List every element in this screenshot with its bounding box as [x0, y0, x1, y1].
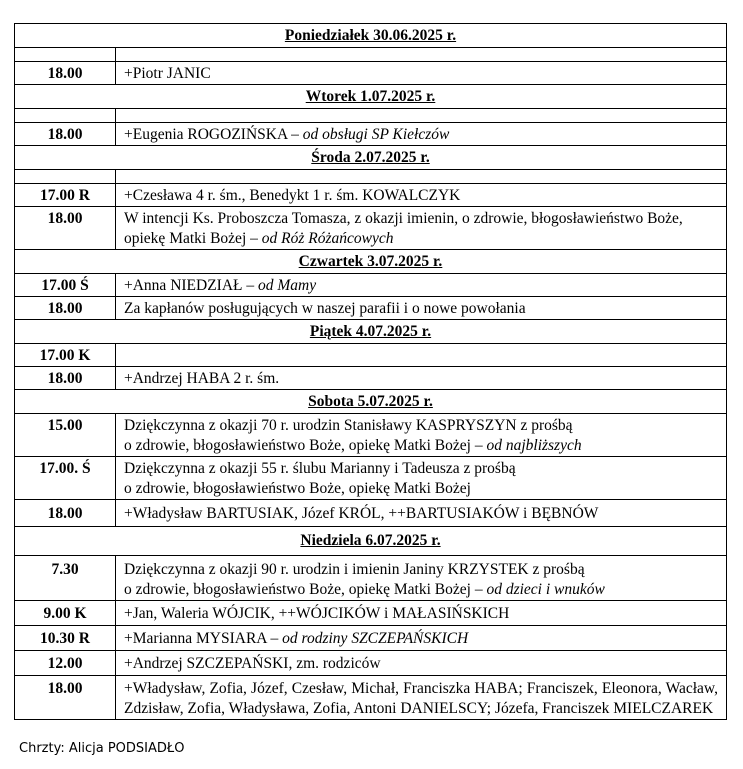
mass-row — [15, 500, 727, 527]
day-header: Środa 2.07.2025 r. — [15, 146, 727, 170]
mass-time: 9.00 K — [15, 601, 116, 626]
day-header: Sobota 5.07.2025 r. — [15, 390, 727, 414]
spacer-row — [15, 48, 727, 62]
mass-time: 18.00 — [15, 297, 116, 320]
mass-row — [15, 676, 727, 720]
mass-intention: +Eugenia ROGOZIŃSKA – od obsługi SP Kiełczów — [116, 123, 727, 146]
day-header-row — [15, 320, 727, 344]
mass-intention — [116, 344, 727, 367]
mass-time: 18.00 — [15, 123, 116, 146]
mass-row — [15, 601, 727, 626]
mass-time: 12.00 — [15, 651, 116, 676]
mass-row — [15, 344, 727, 367]
intention-note: od Róż Różańcowych — [261, 230, 394, 247]
mass-row — [15, 62, 727, 85]
mass-row — [15, 274, 727, 297]
spacer-row — [15, 170, 727, 184]
mass-intention: +Jan, Waleria WÓJCIK, ++WÓJCIKÓW i MAŁASIŃSKICH — [116, 601, 727, 626]
mass-intention: Dziękczynna z okazji 55 r. ślubu Marianny i Tadeusza z prośbą o zdrowie, błogosławieństwo Boże, opiekę Matki Bożej — [116, 457, 727, 500]
mass-row — [15, 651, 727, 676]
mass-time: 18.00 — [15, 500, 116, 527]
mass-time: 18.00 — [15, 367, 116, 390]
day-header-row — [15, 146, 727, 170]
day-header: Czwartek 3.07.2025 r. — [15, 250, 727, 274]
mass-time: 17.00 K — [15, 344, 116, 367]
mass-time: 17.00 Ś — [15, 274, 116, 297]
baptisms-footer: Chrzty: Alicja PODSIADŁO — [19, 741, 185, 756]
mass-intention: +Czesława 4 r. śm., Benedykt 1 r. śm. KOWALCZYK — [116, 184, 727, 207]
intention-note: od rodziny SZCZEPAŃSKICH — [282, 630, 469, 647]
mass-intention: +Anna NIEDZIAŁ – od Mamy — [116, 274, 727, 297]
mass-row — [15, 556, 727, 601]
intention-note: od dzieci i wnuków — [486, 581, 605, 598]
mass-row — [15, 297, 727, 320]
mass-row — [15, 414, 727, 457]
mass-row — [15, 626, 727, 651]
mass-intention: Dziękczynna z okazji 90 r. urodzin i imienin Janiny KRZYSTEK z prośbą o zdrowie, błogosławieństwo Boże, opiekę Matki Bożej – od dzieci i wnuków — [116, 556, 727, 601]
day-header: Wtorek 1.07.2025 r. — [15, 85, 727, 109]
mass-intention: +Władysław, Zofia, Józef, Czesław, Michał, Franciszka HABA; Franciszek, Eleonora, Wacław, Zdzisław, Zofia, Władysława, Zofia, Antoni DANIELSCY; Józefa, Franciszek MIELCZAREK — [116, 676, 727, 720]
day-header: Piątek 4.07.2025 r. — [15, 320, 727, 344]
day-header: Niedziela 6.07.2025 r. — [15, 527, 727, 556]
day-header: Poniedziałek 30.06.2025 r. — [15, 24, 727, 48]
spacer-row — [15, 109, 727, 123]
mass-time: 15.00 — [15, 414, 116, 457]
mass-intention: +Władysław BARTUSIAK, Józef KRÓL, ++BARTUSIAKÓW i BĘBNÓW — [116, 500, 727, 527]
mass-row — [15, 123, 727, 146]
day-header-row — [15, 390, 727, 414]
mass-intention: Dziękczynna z okazji 70 r. urodzin Stanisławy KASPRYSZYN z prośbą o zdrowie, błogosławieństwo Boże, opiekę Matki Bożej – od najbliższych — [116, 414, 727, 457]
mass-intention: Za kapłanów posługujących w naszej parafii i o nowe powołania — [116, 297, 727, 320]
mass-intention: +Andrzej HABA 2 r. śm. — [116, 367, 727, 390]
mass-time: 18.00 — [15, 62, 116, 85]
day-header-row — [15, 24, 727, 48]
intention-note: od Mamy — [258, 277, 317, 294]
mass-row — [15, 367, 727, 390]
intention-note: od najbliższych — [486, 437, 582, 454]
mass-time: 18.00 — [15, 676, 116, 720]
mass-row — [15, 457, 727, 500]
day-header-row — [15, 527, 727, 556]
mass-intention: +Marianna MYSIARA – od rodziny SZCZEPAŃSKICH — [116, 626, 727, 651]
mass-intentions-table — [14, 23, 727, 720]
mass-intention: W intencji Ks. Proboszcza Tomasza, z okazji imienin, o zdrowie, błogosławieństwo Boże, opiekę Matki Bożej – od Róż Różańcowych — [116, 207, 727, 250]
mass-intention: +Andrzej SZCZEPAŃSKI, zm. rodziców — [116, 651, 727, 676]
mass-time: 7.30 — [15, 556, 116, 601]
mass-row — [15, 207, 727, 250]
mass-row — [15, 184, 727, 207]
mass-time: 18.00 — [15, 207, 116, 250]
mass-time: 17.00 R — [15, 184, 116, 207]
mass-time: 17.00. Ś — [15, 457, 116, 500]
day-header-row — [15, 85, 727, 109]
mass-intention: +Piotr JANIC — [116, 62, 727, 85]
intention-note: od obsługi SP Kiełczów — [302, 126, 450, 143]
mass-intentions-document — [14, 23, 727, 720]
mass-time: 10.30 R — [15, 626, 116, 651]
day-header-row — [15, 250, 727, 274]
